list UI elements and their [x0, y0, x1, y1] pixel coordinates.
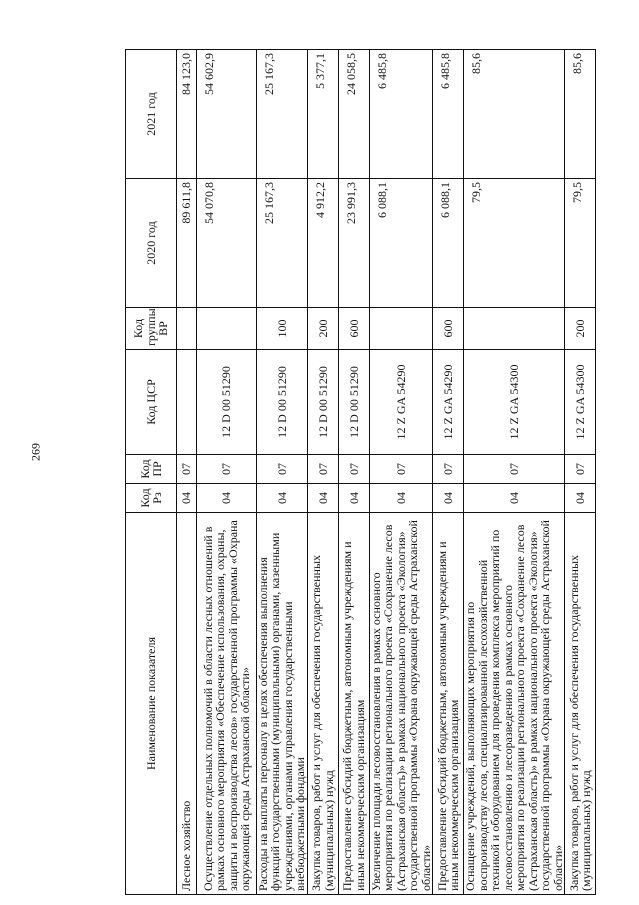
- row-rz: 04: [197, 484, 257, 513]
- row-2020: 25 167,3: [257, 179, 308, 308]
- row-2021: 84 123,0: [177, 50, 197, 179]
- row-rz: 04: [307, 484, 338, 513]
- table-row: [564, 50, 595, 895]
- row-csr: 12 Z GA 54300: [564, 350, 595, 455]
- table-row: [177, 50, 197, 895]
- row-rz: 04: [464, 484, 565, 513]
- row-csr: 12 Z GA 54300: [464, 350, 565, 455]
- row-2021: 54 602,9: [197, 50, 257, 179]
- table-row: [197, 50, 257, 895]
- row-pr: 07: [177, 455, 197, 484]
- row-vr: 100: [257, 308, 308, 350]
- table-row: [338, 50, 369, 895]
- row-csr: 12 D 00 51290: [338, 350, 369, 455]
- row-rz: 04: [338, 484, 369, 513]
- row-vr: 200: [564, 308, 595, 350]
- row-pr: 07: [307, 455, 338, 484]
- header-csr: Код ЦСР: [126, 350, 177, 455]
- row-vr: [464, 308, 565, 350]
- row-rz: 04: [564, 484, 595, 513]
- row-name: Закупка товаров, работ и услуг для обеспечения государственных (муниципальных) нужд: [564, 513, 595, 895]
- row-csr: 12 Z GA 54290: [433, 350, 464, 455]
- row-csr: [177, 350, 197, 455]
- budget-table: [125, 49, 596, 895]
- row-pr: 07: [433, 455, 464, 484]
- table-row: [307, 50, 338, 895]
- row-name: Закупка товаров, работ и услуг для обеспечения государственных (муниципальных) нужд: [307, 513, 338, 895]
- row-pr: 07: [464, 455, 565, 484]
- row-2020: 79,5: [464, 179, 565, 308]
- row-vr: 200: [307, 308, 338, 350]
- row-2021: 85,6: [564, 50, 595, 179]
- row-2020: 54 070,8: [197, 179, 257, 308]
- row-2021: 24 058,5: [338, 50, 369, 179]
- table-row: [369, 50, 432, 895]
- header-2020: 2020 год: [126, 179, 177, 308]
- row-name: Оснащение учреждений, выполняющих мероприятия по воспроизводству лесов, специализированной лесохозяйственной техникой и оборудованием для проведения комплекса мероприятий по лесовосстановлению и лесоразведению в рамках основного мероприятия по реализации регионального проекта «Сохранение лесов (Астраханская область)» в рамках национального проекта «Экология» государственной программы «Охрана окружающей среды Астраханской области»: [464, 513, 565, 895]
- row-vr: 600: [433, 308, 464, 350]
- table-row: [257, 50, 308, 895]
- budget-table-rotated: [125, 50, 593, 895]
- row-name: Осуществление отдельных полномочий в области лесных отношений в рамках основного мероприятия «Обеспечение использования, охраны, защиты и воспроизводства лесов» государственной программы «Охрана окружающей среды Астраханской области»: [197, 513, 257, 895]
- header-vr: Код группы ВР: [126, 308, 177, 350]
- row-vr: [177, 308, 197, 350]
- row-pr: 07: [338, 455, 369, 484]
- row-2020: 6 088,1: [433, 179, 464, 308]
- row-2021: 5 377,1: [307, 50, 338, 179]
- row-name: Лесное хозяйство: [177, 513, 197, 895]
- header-2021: 2021 год: [126, 50, 177, 179]
- row-pr: 07: [369, 455, 432, 484]
- table-row: [433, 50, 464, 895]
- row-2020: 23 991,3: [338, 179, 369, 308]
- row-2020: 4 912,2: [307, 179, 338, 308]
- table-row: [464, 50, 565, 895]
- row-2021: 6 485,8: [369, 50, 432, 179]
- header-pr: Код ПР: [126, 455, 177, 484]
- row-2020: 6 088,1: [369, 179, 432, 308]
- row-name: Расходы на выплаты персоналу в целях обеспечения выполнения функций государственными (муниципальными) органами, казенными учреждениями, органами управления государственными внебюджетными фондами: [257, 513, 308, 895]
- header-row: [126, 50, 177, 895]
- row-vr: [369, 308, 432, 350]
- row-pr: 07: [197, 455, 257, 484]
- row-rz: 04: [369, 484, 432, 513]
- row-2020: 79,5: [564, 179, 595, 308]
- row-csr: 12 D 00 51290: [197, 350, 257, 455]
- row-name: Предоставление субсидий бюджетным, автономным учреждениям и иным некоммерческим организациям: [433, 513, 464, 895]
- row-2021: 25 167,3: [257, 50, 308, 179]
- row-pr: 07: [564, 455, 595, 484]
- row-vr: 600: [338, 308, 369, 350]
- page-number: 269: [28, 443, 43, 461]
- row-pr: 07: [257, 455, 308, 484]
- header-name: Наименование показателя: [126, 513, 177, 895]
- header-rz: Код Рз: [126, 484, 177, 513]
- row-2021: 85,6: [464, 50, 565, 179]
- row-csr: 12 Z GA 54290: [369, 350, 432, 455]
- row-rz: 04: [257, 484, 308, 513]
- row-2021: 6 485,8: [433, 50, 464, 179]
- row-csr: 12 D 00 51290: [257, 350, 308, 455]
- row-2020: 89 611,8: [177, 179, 197, 308]
- row-vr: [197, 308, 257, 350]
- row-rz: 04: [177, 484, 197, 513]
- row-csr: 12 D 00 51290: [307, 350, 338, 455]
- row-name: Увеличение площади лесовосстановления в рамках основного мероприятия по реализации регионального проекта «Сохранение лесов (Астраханская область)» в рамках национального проекта «Экология» государственной программы «Охрана окружающей среды Астраханской области»: [369, 513, 432, 895]
- row-rz: 04: [433, 484, 464, 513]
- row-name: Предоставление субсидий бюджетным, автономным учреждениям и иным некоммерческим организациям: [338, 513, 369, 895]
